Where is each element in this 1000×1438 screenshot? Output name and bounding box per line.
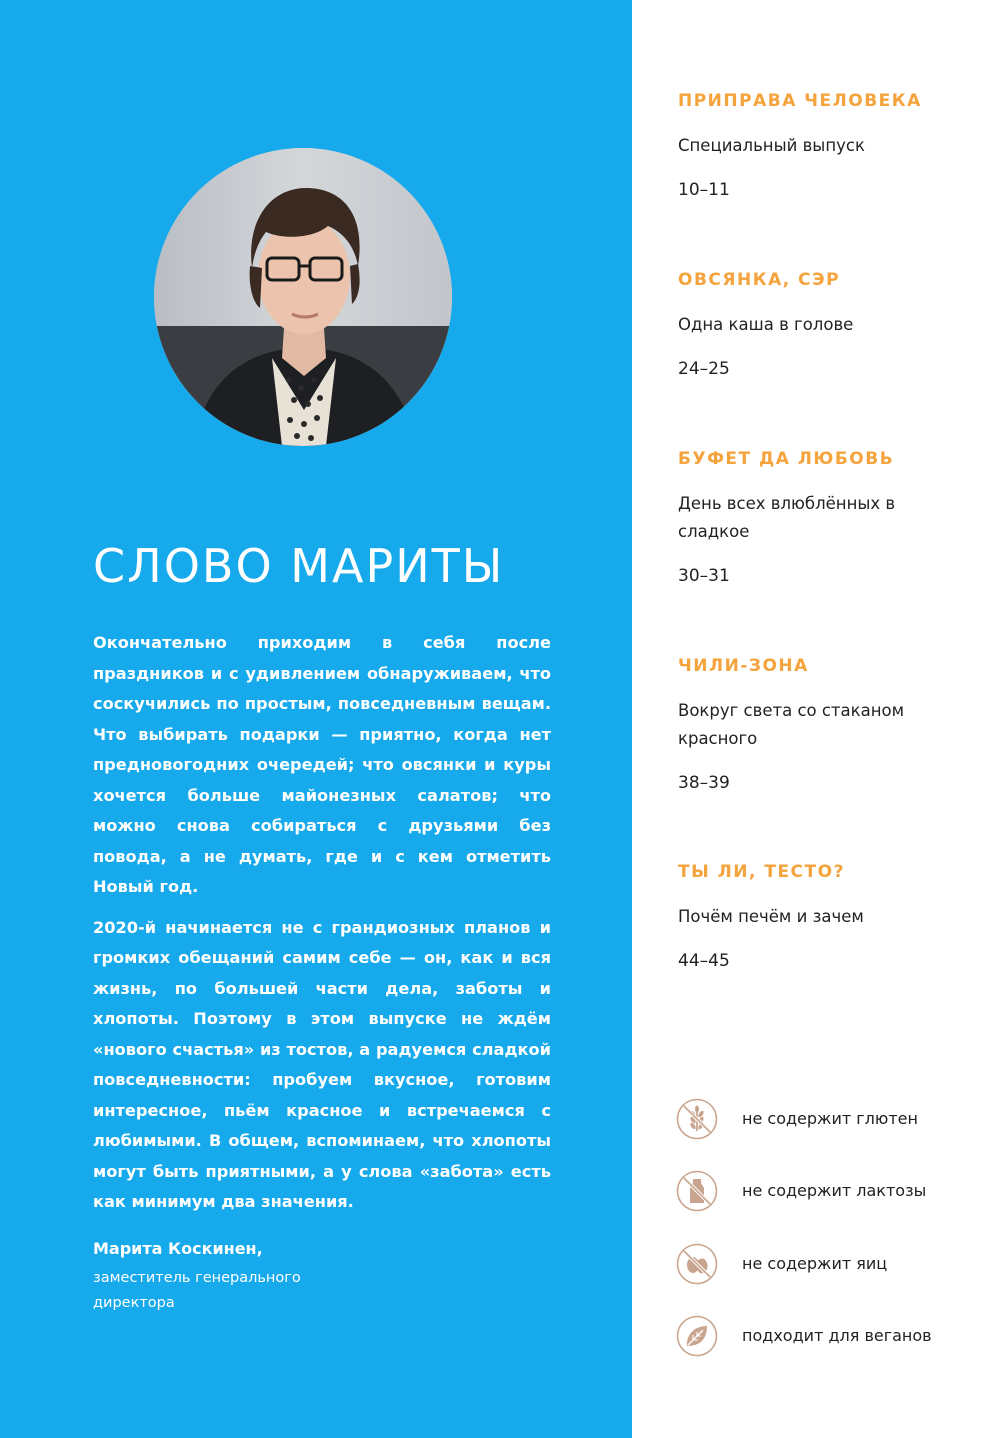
toc-subtitle: Почём печём и зачем <box>678 907 864 926</box>
toc-page-range: 10–11 <box>678 180 730 200</box>
editorial-paragraph: Окончательно приходим в себя после праздников и с удивлением обнаруживаем, что соскучились по простым, повседневным вещам. Что выбирать подарки — приятно, когда нет предновогодних очередей; что овсянки и куры хочется больше майонезных салатов; что можно снова собираться с друзьями без повода, а не думать, где и с кем отметить Новый год. <box>93 633 551 896</box>
toc-section-title: ПРИПРАВА ЧЕЛОВЕКА <box>678 91 922 111</box>
toc-entry[interactable] <box>678 651 978 797</box>
editorial-paragraph: 2020-й начинается не с грандиозных планов и громких обещаний самим себе — он, как и вся жизнь, по большей части дела, заботы и хлопоты. Поэтому в этом выпуске не ждём «нового счастья» из тостов, а радуемся сладкой повседневности: пробуем вкусное, готовим интересное, пьём красное и встречаемся с любимыми. В общем, вспоминаем, что хлопоты могут быть приятными, а у слова «забота» есть как минимум два значения. <box>93 917 551 1211</box>
signature-role: заместитель генерального директора <box>93 1270 301 1311</box>
toc-page-range: 44–45 <box>678 951 730 971</box>
legend-item-egg-free <box>676 1243 986 1287</box>
toc-subtitle: Специальный выпуск <box>678 136 865 155</box>
toc-page-range: 24–25 <box>678 359 730 379</box>
legend-label: подходит для веганов <box>742 1326 932 1345</box>
signature <box>93 1236 333 1316</box>
toc-subtitle: Вокруг света со стаканом красного <box>678 701 905 748</box>
legend-label: не содержит глютен <box>742 1109 918 1128</box>
editorial-text <box>93 628 551 1228</box>
toc-section-title: ЧИЛИ-ЗОНА <box>678 656 809 676</box>
vegan-leaf-icon <box>676 1315 718 1357</box>
legend-item-vegan <box>676 1315 986 1359</box>
legend-label: не содержит лактозы <box>742 1181 927 1200</box>
toc-subtitle: Одна каша в голове <box>678 315 854 334</box>
gluten-free-icon <box>676 1098 718 1140</box>
legend-item-lactose-free <box>676 1170 986 1214</box>
toc-subtitle: День всех влюблённых в сладкое <box>678 494 896 541</box>
toc-entry[interactable] <box>678 444 978 590</box>
toc-section-title: БУФЕТ ДА ЛЮБОВЬ <box>678 449 895 469</box>
toc-entry[interactable] <box>678 857 978 975</box>
editorial-title: СЛОВО МАРИТЫ <box>93 539 505 593</box>
legend-item-gluten-free <box>676 1098 986 1142</box>
author-photo <box>154 148 452 446</box>
egg-free-icon <box>676 1243 718 1285</box>
toc-entry[interactable] <box>678 86 978 204</box>
toc-section-title: ОВСЯНКА, СЭР <box>678 270 841 290</box>
author-portrait <box>154 148 452 446</box>
lactose-free-icon <box>676 1170 718 1212</box>
signature-name: Марита Коскинен, <box>93 1239 263 1258</box>
toc-entry[interactable] <box>678 265 978 383</box>
toc-page-range: 38–39 <box>678 773 730 793</box>
legend-label: не содержит яиц <box>742 1254 888 1273</box>
toc-page-range: 30–31 <box>678 566 730 586</box>
toc-section-title: ТЫ ЛИ, ТЕСТО? <box>678 862 845 882</box>
